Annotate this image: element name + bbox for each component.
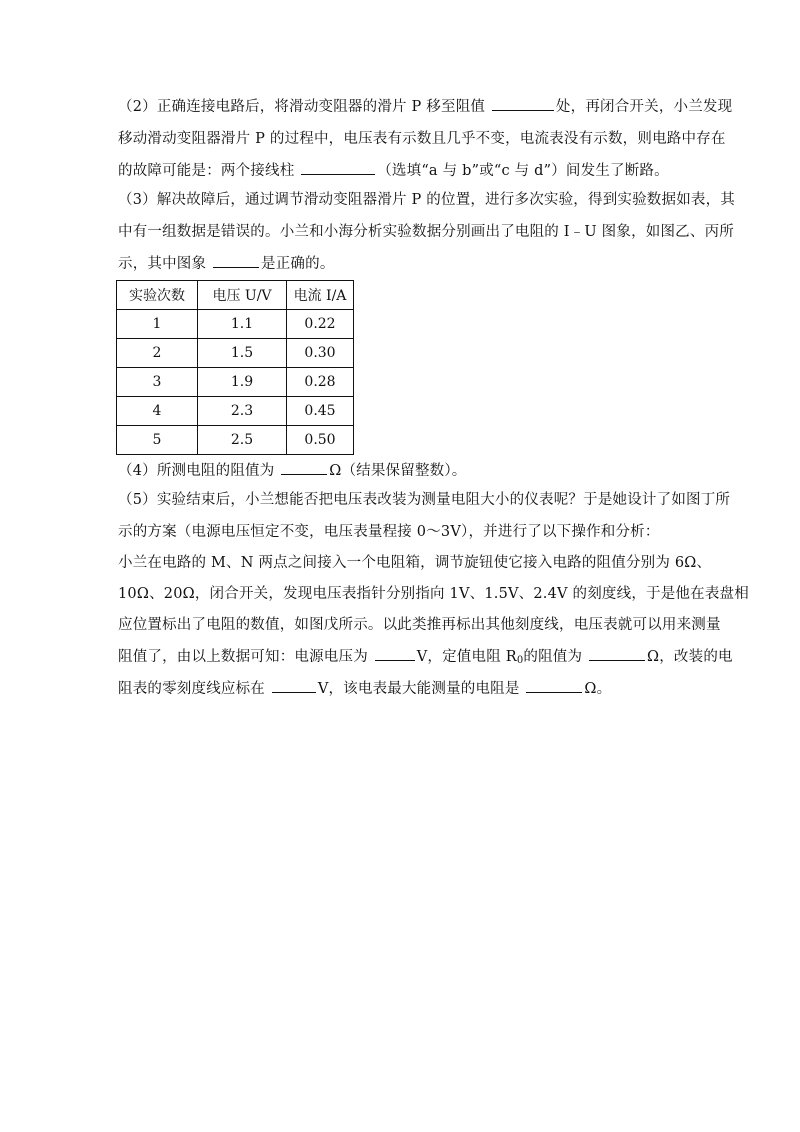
- table-cell: 0.30: [287, 339, 354, 368]
- answer-blank-source-voltage[interactable]: [375, 646, 415, 661]
- q5-line-4: 10Ω、20Ω，闭合开关，发现电压表指针分别指向 1V、1.5V、2.4V 的刻度线，于是他在表盘相: [118, 586, 749, 602]
- table-cell: 1.1: [198, 310, 287, 339]
- table-row: [117, 397, 354, 426]
- table-cell: 2.5: [198, 426, 287, 455]
- q3-line-1: （3）解决故障后，通过调节滑动变阻器滑片 P 的位置，进行多次实验，得到实验数据如表，其: [118, 192, 735, 208]
- answer-blank-max-resistance[interactable]: [526, 678, 582, 693]
- q5-line-3: 小兰在电路的 M、N 两点之间接入一个电阻箱，调节旋钮使它接入电路的阻值分别为 6Ω、: [118, 555, 712, 571]
- q5-line-2: 示的方案（电源电压恒定不变，电压表量程接 0～3V），并进行了以下操作和分析：: [118, 524, 660, 540]
- q5-text: Ω。: [584, 681, 612, 697]
- table-cell: 1: [117, 310, 198, 339]
- q5-line-1: （5）实验结束后，小兰想能否把电压表改装为测量电阻大小的仪表呢？于是她设计了如图丁所: [118, 492, 731, 508]
- answer-blank-resistance-value[interactable]: [281, 460, 327, 475]
- q5-text: V，定值电阻 R: [416, 649, 517, 665]
- q2-text: 的故障可能是：两个接线柱: [118, 163, 300, 179]
- answer-blank-graph[interactable]: [213, 253, 259, 268]
- table-header-row: [117, 281, 354, 310]
- table-row: [117, 310, 354, 339]
- q5-text: Ω，改装的电: [647, 649, 733, 665]
- answer-blank-zero-mark[interactable]: [272, 678, 316, 693]
- table-cell: 1.9: [198, 368, 287, 397]
- table-cell: 0.28: [287, 368, 354, 397]
- table-row: [117, 339, 354, 368]
- table-cell: 2.3: [198, 397, 287, 426]
- table-cell: 0.22: [287, 310, 354, 339]
- q2-text: 处，再闭合开关，小兰发现: [555, 99, 733, 115]
- q5-text: 阻表的零刻度线应标在: [118, 681, 270, 697]
- q3-text: 是正确的。: [261, 256, 335, 272]
- q5-text: 的阻值为: [523, 649, 587, 665]
- table-cell: 4: [117, 397, 198, 426]
- q5-line-7: [118, 678, 698, 699]
- table-row: [117, 368, 354, 397]
- answer-blank-resistance-position[interactable]: [492, 96, 554, 111]
- q3-line-2: 中有一组数据是错误的。小兰和小海分析实验数据分别画出了电阻的 I﹣U 图象，如图乙、丙所: [118, 224, 734, 240]
- table-header-cell: 实验次数: [117, 281, 198, 310]
- table-header-cell: 电压 U/V: [198, 281, 287, 310]
- q2-line-2: 移动滑动变阻器滑片 P 的过程中，电压表有示数且几乎不变，电流表没有示数，则电路中存在: [118, 131, 726, 147]
- table-header-cell: 电流 I/A: [287, 281, 354, 310]
- data-table: [116, 280, 354, 455]
- q2-line-3: [118, 160, 698, 181]
- table-cell: 3: [117, 368, 198, 397]
- subscript-zero: 0: [516, 655, 524, 666]
- table-row: [117, 426, 354, 455]
- table-cell: 1.5: [198, 339, 287, 368]
- q2-text: （2）正确连接电路后，将滑动变阻器的滑片 P 移至阻值: [118, 99, 490, 115]
- q3-line-3: [118, 253, 698, 274]
- q5-line-6: [118, 646, 733, 671]
- q5-text: 阻值了，由以上数据可知：电源电压为: [118, 649, 373, 665]
- q5-line-5: 应位置标出了电阻的数值，如图戊所示。以此类推再标出其他刻度线，电压表就可以用来测量: [118, 617, 721, 633]
- table-cell: 0.45: [287, 397, 354, 426]
- q4-text: Ω（结果保留整数）。: [329, 463, 467, 479]
- q2-line-1: [118, 96, 733, 117]
- q4-line: [118, 460, 698, 481]
- table-cell: 0.50: [287, 426, 354, 455]
- q4-text: （4）所测电阻的阻值为: [118, 463, 280, 479]
- answer-blank-r0-value[interactable]: [589, 646, 645, 661]
- table-cell: 5: [117, 426, 198, 455]
- q2-text: （选填“a 与 b”或“c 与 d”）间发生了断路。: [377, 163, 669, 179]
- answer-blank-terminals[interactable]: [301, 160, 375, 175]
- q3-text: 示，其中图象: [118, 256, 212, 272]
- q5-text: V，该电表最大能测量的电阻是: [317, 681, 525, 697]
- table-cell: 2: [117, 339, 198, 368]
